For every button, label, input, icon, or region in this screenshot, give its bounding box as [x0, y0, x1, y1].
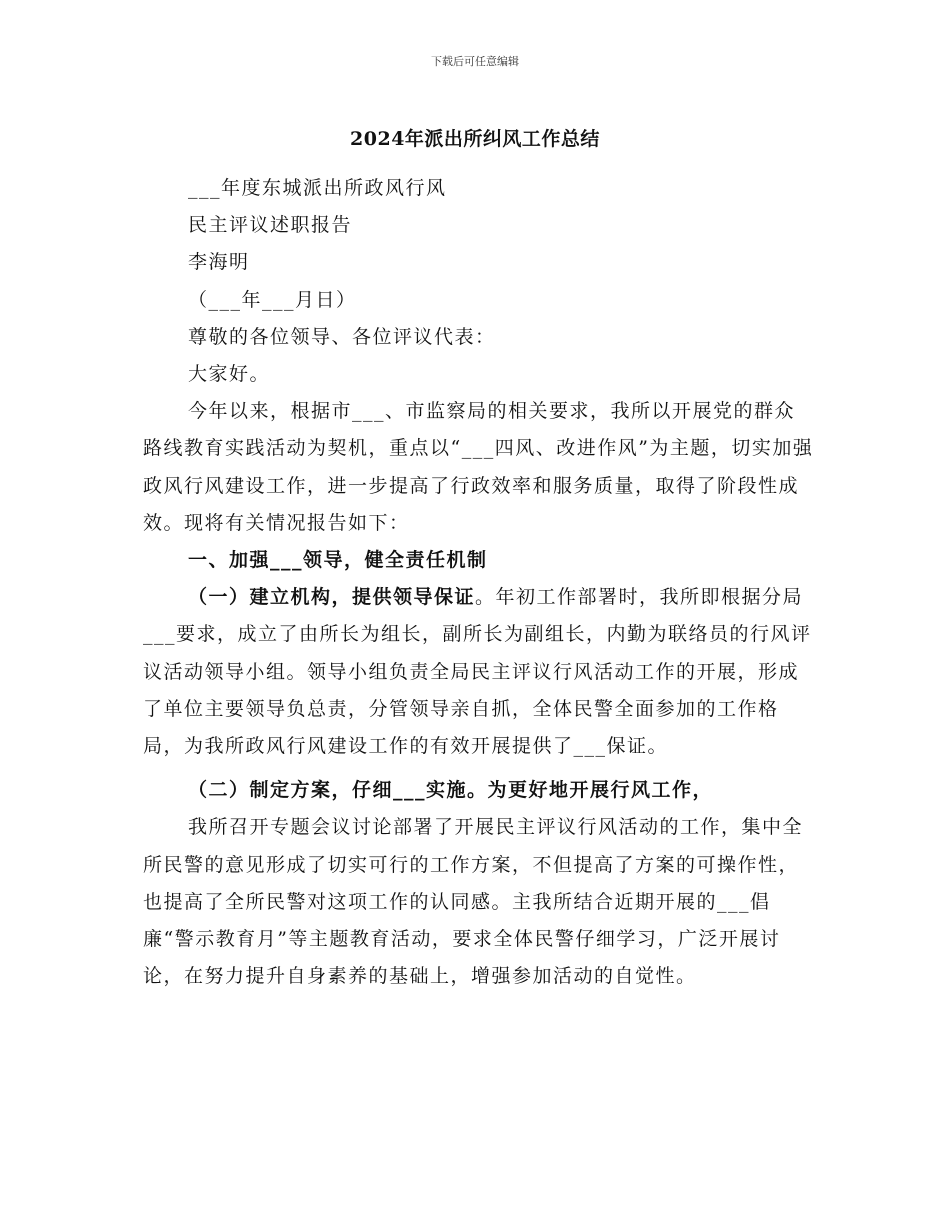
- paragraph-1-heading: （一）建立机构，提供领导保证: [188, 586, 476, 609]
- paragraph-2-heading: （二）制定方案，仔细___实施。为更好地开展行风工作，: [188, 779, 714, 802]
- document-title: 2024年派出所纠风工作总结: [350, 128, 600, 150]
- document-body: [143, 170, 815, 995]
- paragraph-3: 我所召开专题会议讨论部署了开展民主评议行风活动的工作，集中全所民警的意见形成了切实可行的工作方案，不但提高了方案的可操作性，也提高了全所民警对这项工作的认同感。主我所结合近期开展的___倡廉“警示教育月”等主题教育活动，要求全体民警仔细学习，广泛开展讨论，在努力提升自身素养的基础上，增强参加活动的自觉性。: [143, 816, 804, 988]
- greeting: 大家好。: [188, 363, 271, 386]
- header-note: 下载后可任意编辑: [431, 55, 519, 68]
- report-subtitle-line: 民主评议述职报告: [188, 214, 353, 237]
- report-year-line: ___年度东城派出所政风行风: [188, 177, 447, 199]
- section-heading-1: 一、加强___领导，健全责任机制: [188, 549, 488, 572]
- intro-paragraph: 今年以来，根据市___、市监察局的相关要求，我所以开展党的群众路线教育实践活动为契机，重点以“___四风、改进作风”为主题，切实加强政风行风建设工作，进一步提高了行政效率和服务质量，取得了阶段性成效。现将有关情况报告如下：: [143, 400, 814, 534]
- paragraph-1: [143, 579, 815, 765]
- salutation: 尊敬的各位领导、各位评议代表：: [188, 325, 496, 348]
- author-name: 李海明: [188, 251, 250, 274]
- paragraph-1-text: 。年初工作部署时，我所即根据分局___要求，成立了由所长为组长，副所长为副组长，内勤为联络员的行风评议活动领导小组。领导小组负责全局民主评议行风活动工作的开展，形成了单位主要领导负总责，分管领导亲自抓，全体民警全面参加的工作格局，为我所政风行风建设工作的有效开展提供了___保证。: [143, 586, 812, 758]
- report-date: （___年___月日）: [188, 288, 357, 311]
